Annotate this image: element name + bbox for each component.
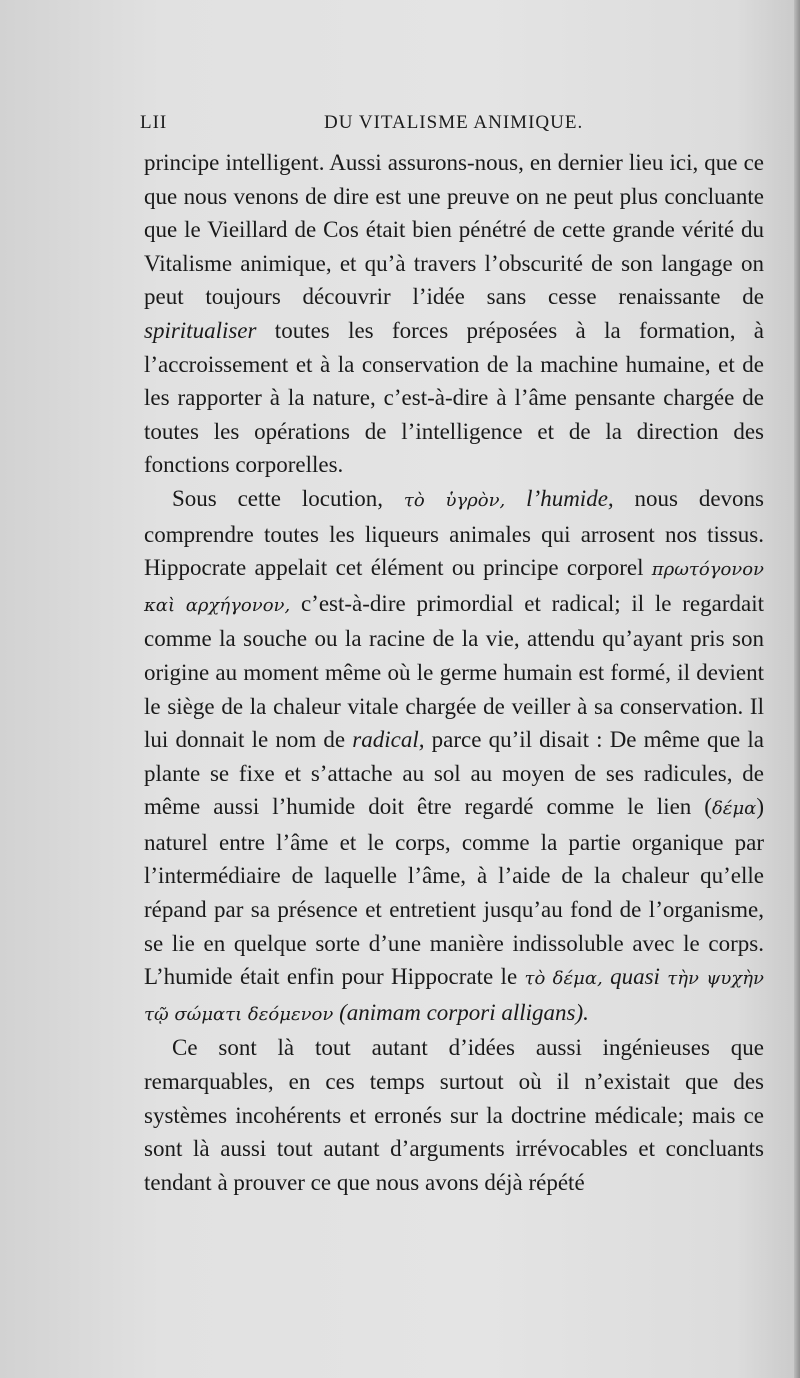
p2-italic-4: (animam corpori alligans). bbox=[333, 999, 589, 1025]
p2-greek-3: δέμα bbox=[711, 798, 757, 820]
p2-text-2: nous devons comprendre toutes les liqueurs animales qui arrosent nos tissus. Hippocrate appelait cet élément ou principe corporel bbox=[144, 485, 764, 581]
paragraph-3 bbox=[144, 1031, 764, 1199]
p2-italic-3: quasi bbox=[602, 964, 668, 990]
p2-text-5: ) naturel entre l’âme et le corps, comme la partie organique par l’intermédiaire de laquelle l’âme, à l’aide de la chaleur qu’elle répand par sa présence et entretient jusqu’au fond de l’organisme, se lie en quelque sorte d’une manière indissoluble avec le corps. L’humide était enfin pour Hippocrate le bbox=[144, 794, 764, 990]
running-head: DU VITALISME ANIMIQUE. bbox=[324, 112, 584, 133]
p2-italic-2: radical, bbox=[352, 727, 425, 753]
paragraph-1 bbox=[144, 146, 764, 482]
p2-italic-1: l’humide, bbox=[505, 485, 614, 511]
p2-greek-1: τὸ ὑγρὸν, bbox=[403, 489, 506, 511]
p3-text-1: Ce sont là tout autant d’idées aussi ingénieuses que remarquables, en ces temps surtout où il n’existait que des systèmes incohérents et erronés sur la doctrine médicale; mais ce sont là aussi tout autant d’arguments irrévocables et concluants tendant à prouver ce que nous avons déjà répété bbox=[144, 1035, 764, 1195]
folio-number: LII bbox=[140, 112, 168, 133]
p2-text-3: c’est-à-dire primordial et radical; il le regardait comme la souche ou la racine de la vie, attendu qu’ayant pris son origine au moment même où le germe humain est formé, il devient le siège de la chaleur vitale chargée de veiller à sa conservation. Il lui donnait le nom de bbox=[144, 590, 764, 753]
p1-text-2: toutes les forces préposées à la formation, à l’accroissement et à la conservation de la machine humaine, et de les rapporter à la nature, c’est-à-dire à l’âme pensante chargée de toutes les opérations de l’intelligence et de la direction des fonctions corporelles. bbox=[144, 317, 764, 478]
p1-italic-1: spiritualiser bbox=[144, 317, 257, 343]
p2-greek-5: τὴν ψυχὴν τῷ σώματι δεόμενον bbox=[144, 968, 764, 1025]
p2-text-1: Sous cette locution, bbox=[172, 485, 404, 511]
page-edge bbox=[794, 0, 800, 1378]
p2-greek-4: τὸ δέμα, bbox=[524, 968, 603, 990]
p1-text-1: principe intelligent. Aussi assurons-nous, en dernier lieu ici, que ce que nous venons de dire est une preuve on ne peut plus concluante que le Vieillard de Cos était bien pénétré de cette grande vérité du Vitalisme animique, et qu’à travers l’obscurité de son langage on peut toujours découvrir l’idée sans cesse renaissante de bbox=[144, 150, 764, 310]
p2-text-4: parce qu’il disait : De même que la plante se fixe et s’attache au sol au moyen de ses radicules, de même aussi l’humide doit être regardé comme le lien ( bbox=[144, 727, 764, 820]
paragraph-2 bbox=[144, 482, 764, 1032]
body-text bbox=[144, 146, 764, 1199]
page-header bbox=[140, 112, 760, 140]
p2-greek-2: πρωτόγονον καὶ αρχήγονον, bbox=[144, 559, 764, 616]
